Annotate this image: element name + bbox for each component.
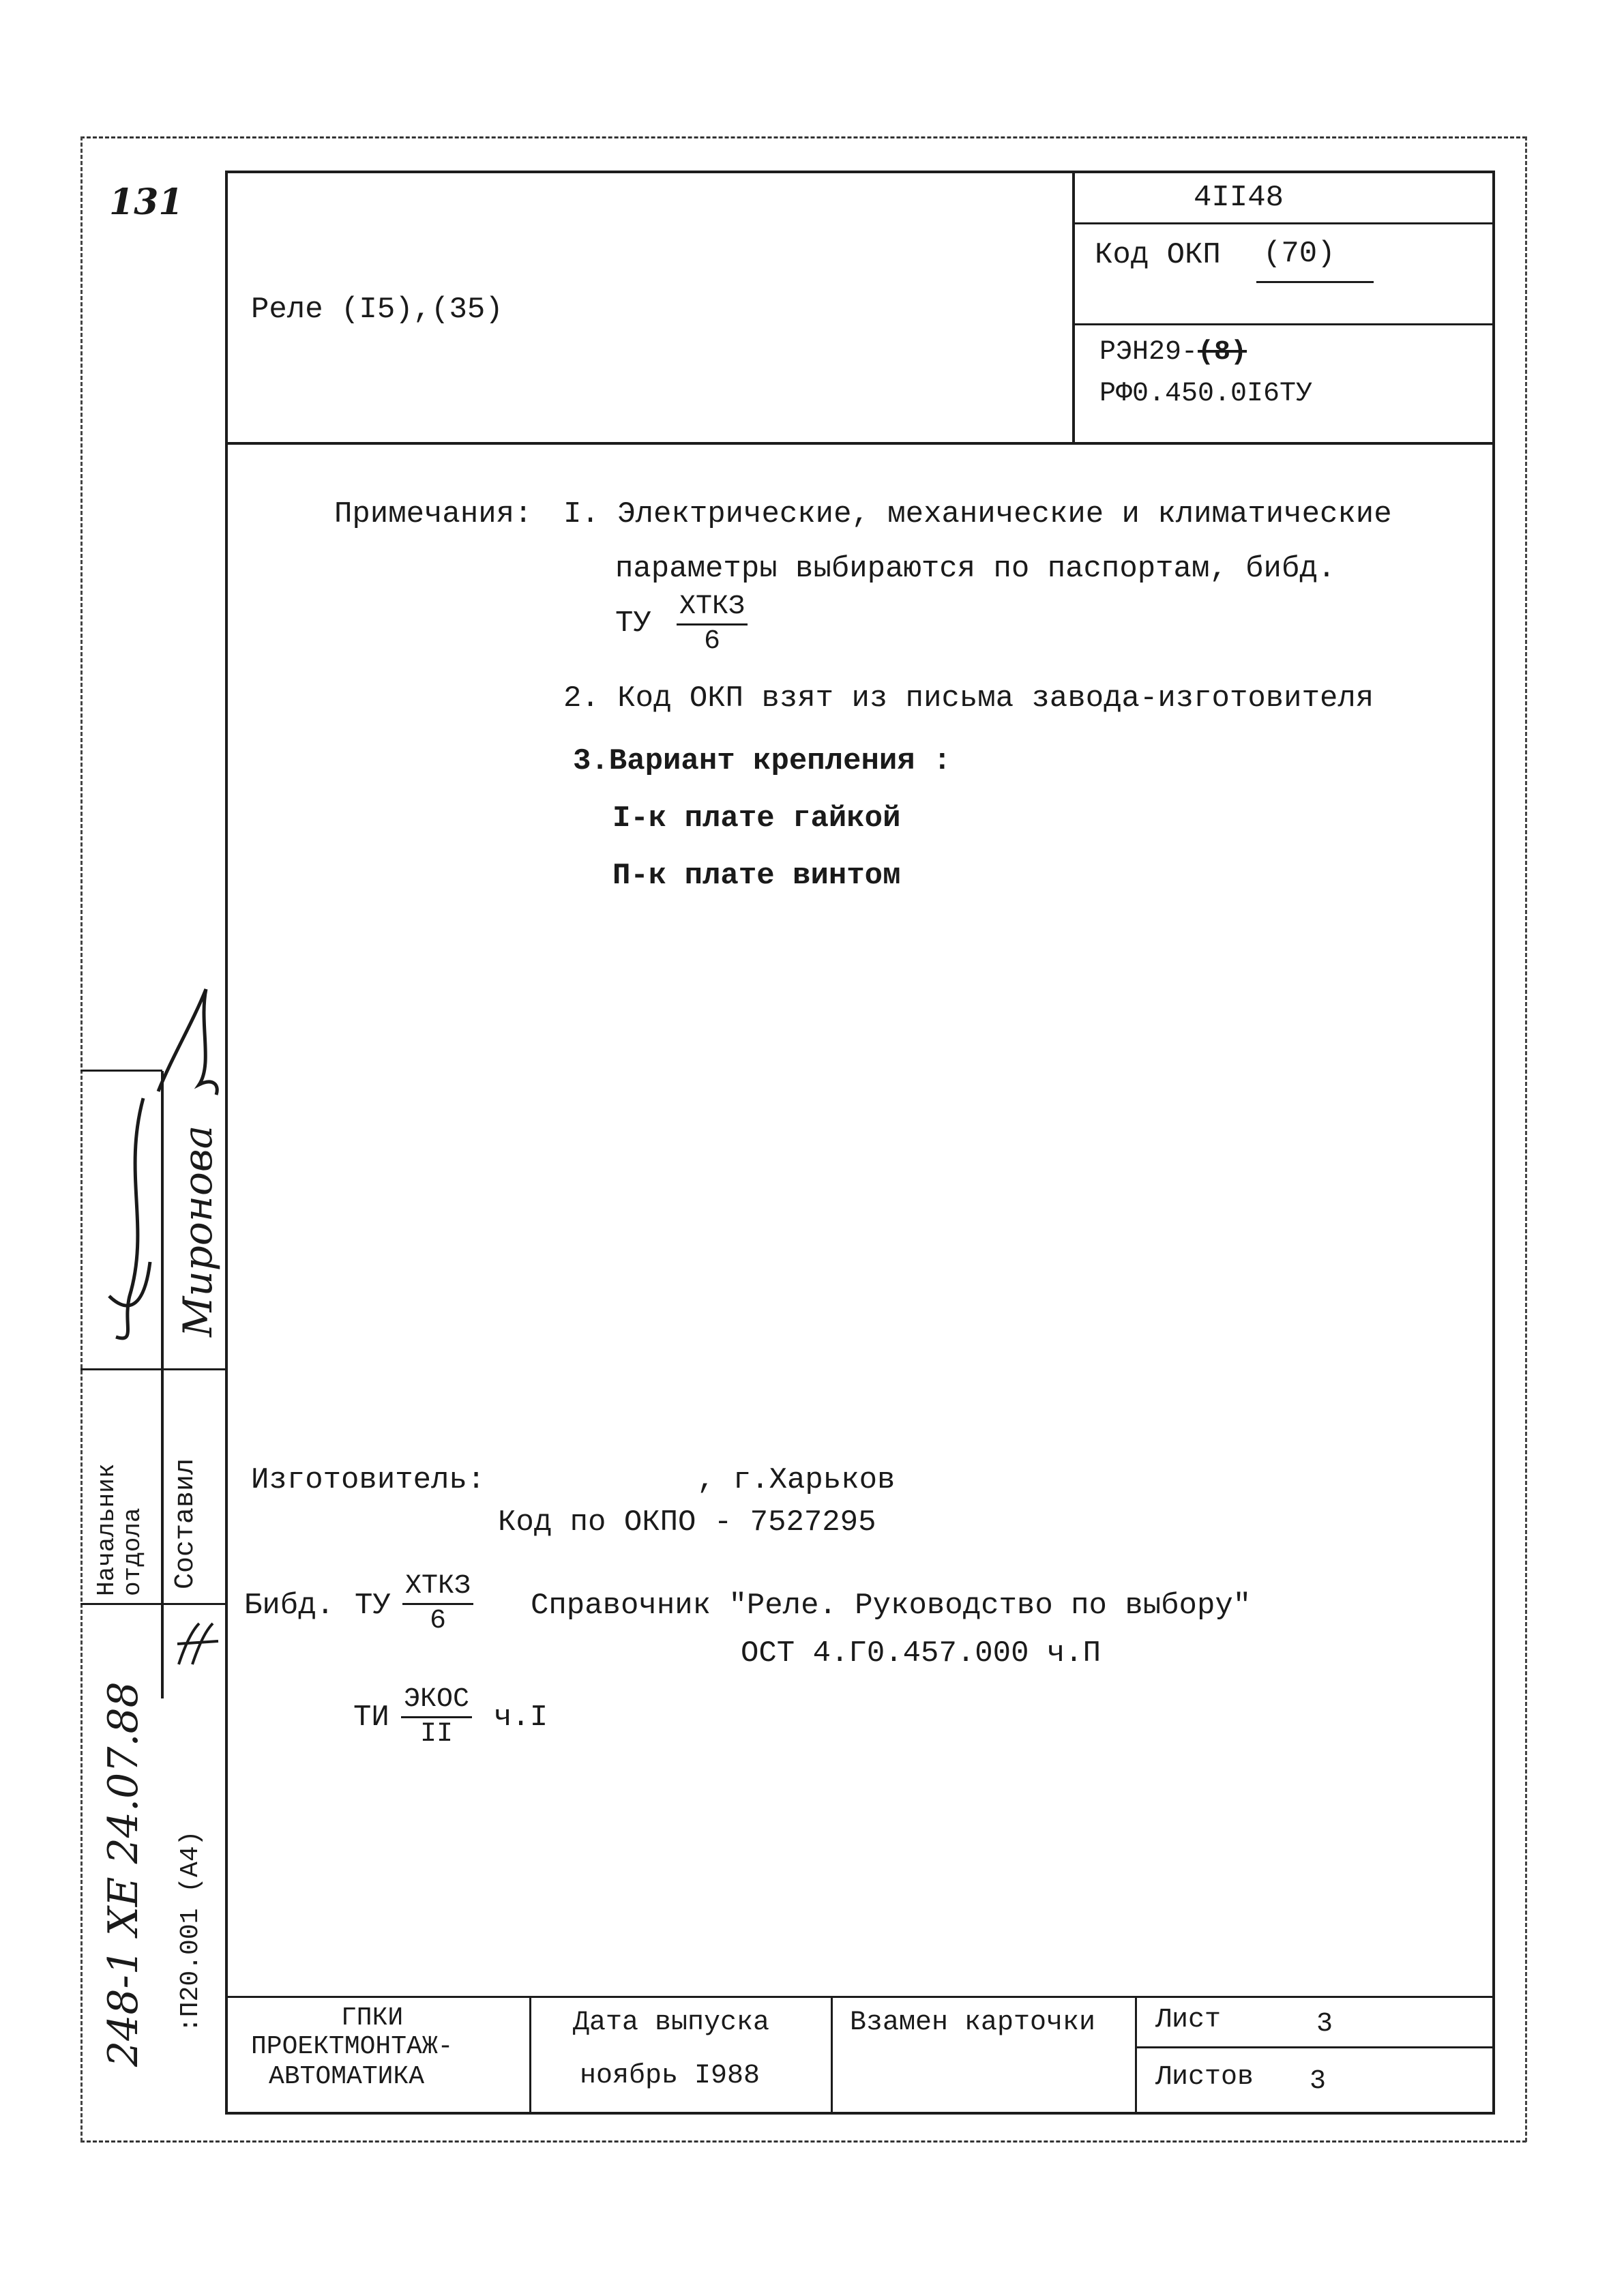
card-top-border <box>225 171 1494 173</box>
footer-sheet-divider <box>1135 2046 1495 2048</box>
footer-sheet-value: 3 <box>1316 2009 1333 2040</box>
relay-type <box>1099 337 1247 368</box>
stamp-form-code: :П20.001 (А4) <box>176 1830 205 2033</box>
bibliography-tu-fraction <box>402 1573 473 1635</box>
card-left-border <box>225 171 228 2115</box>
bibliography-ost: ОСТ 4.Г0.457.000 ч.П <box>741 1636 1102 1671</box>
stamp-compiler-label: Составил <box>171 1458 201 1589</box>
footer-org-line-2: ПРОЕКТМОНТАЖ- <box>251 2032 454 2061</box>
header-divider-vertical <box>1072 171 1075 443</box>
stamp-head-label: Начальник отдола <box>93 1463 147 1596</box>
card-right-border <box>1492 171 1495 2115</box>
footer-divider-3 <box>1135 1996 1137 2113</box>
bibliography-ti-prefix: ТИ <box>353 1701 389 1735</box>
bibliography-ti-denominator: II <box>420 1719 454 1750</box>
footer-sheets-label: Листов <box>1155 2062 1254 2093</box>
okp-value: (70) <box>1263 237 1335 271</box>
footer-org-line-3: АВТОМАТИКА <box>269 2062 425 2091</box>
relay-type-struck: (8) <box>1198 337 1247 368</box>
notes-heading: Примечания: <box>334 497 533 531</box>
stamp-compiler-signature: Миронова <box>175 1125 221 1337</box>
footer-replace-label: Взамен карточки <box>850 2007 1096 2038</box>
bibliography-tu-denominator: 6 <box>430 1606 447 1636</box>
bibliography-ti-suffix: ч.I <box>494 1701 548 1735</box>
bibliography-prefix: Бибд. <box>244 1589 335 1623</box>
note-1-tu-fraction <box>677 593 748 656</box>
stamp-initials <box>172 1617 224 1671</box>
card-bottom-border <box>225 2112 1495 2115</box>
stamp-top-border <box>80 1070 162 1072</box>
footer-divider-1 <box>529 1996 531 2113</box>
okp-label: Код ОКП <box>1095 238 1221 272</box>
header-code-divider <box>1072 222 1495 224</box>
footer-top-border <box>225 1996 1495 1998</box>
stamp-label-bottom-border <box>80 1603 226 1605</box>
footer-sheets-value: 3 <box>1310 2066 1327 2097</box>
footer-org-line-1: ГПКИ <box>341 2003 404 2033</box>
okp-underline <box>1256 281 1374 283</box>
card-code: 4II48 <box>1194 181 1284 215</box>
relay-spec: РФ0.450.0I6ТУ <box>1099 379 1313 409</box>
manufacturer-label: Изготовитель: <box>251 1463 486 1497</box>
head-signature <box>95 1091 164 1351</box>
footer-divider-2 <box>831 1996 833 2113</box>
note-3: 3.Вариант крепления : <box>573 744 951 778</box>
bibliography-tu-numerator: ХТКЗ <box>402 1573 473 1605</box>
footer-date-value: ноябрь I988 <box>580 2061 760 2091</box>
note-3-option-b: П-к плате винтом <box>612 859 901 893</box>
stamp-date-note: 248-1 ХЕ 24.07.88 <box>100 1681 147 2067</box>
footer-date-label: Дата выпуска <box>573 2007 770 2038</box>
bibliography-reference: Справочник "Реле. Руководство по выбору" <box>531 1589 1252 1623</box>
approval-mark <box>151 982 226 1098</box>
note-1-line-1: I. Электрические, механические и климатические <box>563 497 1392 531</box>
note-1-tu-prefix: ТУ <box>615 606 651 641</box>
outer-frame-bottom <box>80 2140 1526 2143</box>
card-title: Реле (I5),(35) <box>251 293 503 327</box>
stamp-label-top-border <box>80 1368 226 1370</box>
outer-frame-left <box>80 136 83 2142</box>
outer-frame-top <box>80 136 1526 138</box>
bibliography-ti-numerator: ЭКОС <box>401 1686 472 1718</box>
relay-type-label: РЭН29- <box>1099 337 1198 368</box>
footer-sheet-label: Лист <box>1155 2005 1222 2035</box>
bibliography-tu-prefix: ТУ <box>355 1589 391 1623</box>
bibliography-ti-fraction <box>401 1686 472 1748</box>
outer-frame-right <box>1525 136 1527 2142</box>
note-3-option-a: I-к плате гайкой <box>612 801 901 836</box>
header-okp-divider <box>1072 323 1495 325</box>
note-1-line-2: параметры выбираются по паспортам, бибд. <box>615 552 1336 586</box>
manufacturer-okpo: Код по ОКПО - 7527295 <box>498 1505 876 1540</box>
manufacturer-city: , г.Харьков <box>697 1463 896 1497</box>
note-1-tu-numerator: ХТКЗ <box>677 593 748 625</box>
note-1-tu-denominator: 6 <box>704 626 721 657</box>
note-2: 2. Код ОКП взят из письма завода-изготовителя <box>563 681 1374 716</box>
header-bottom-border <box>225 442 1495 445</box>
page-number: 131 <box>109 181 183 223</box>
